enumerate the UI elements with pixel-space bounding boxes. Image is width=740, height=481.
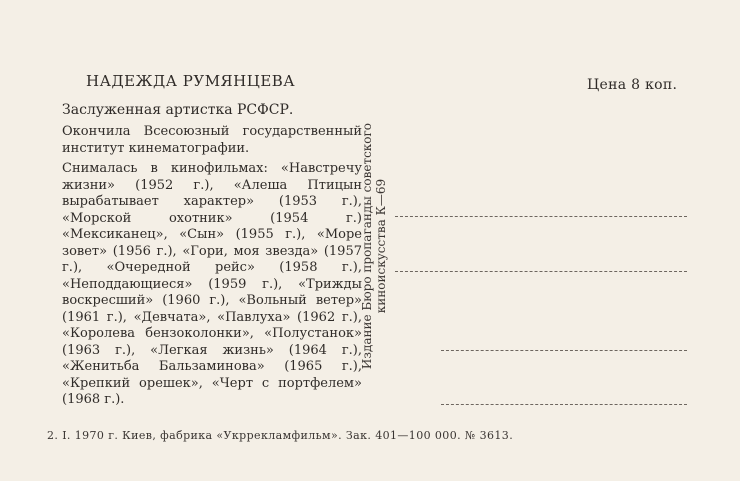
price-label: Цена 8 коп. (587, 77, 678, 93)
biography-block (62, 102, 362, 413)
publisher-imprint-vertical (360, 96, 392, 396)
honorary-title: Заслуженная артистка РСФСР. (62, 102, 294, 118)
address-line-4 (441, 404, 687, 405)
address-line-1 (395, 216, 687, 217)
publisher-line-1: Издание Бюро пропаганды советского (360, 122, 374, 370)
actress-name: НАДЕЖДА РУМЯНЦЕВА (86, 72, 296, 90)
education-paragraph: Окончила Всесоюзный государственный институт кинематографии. (62, 124, 362, 156)
publisher-line-2: киноискусства К—69 (374, 178, 388, 314)
address-line-2 (395, 271, 687, 272)
print-imprint: 2. I. 1970 г. Киев, фабрика «Укррекламфильм». Зак. 401—100 000. № 3613. (47, 429, 514, 442)
filmography-paragraph: Снималась в кинофильмах: «Навстречу жизни» (1952 г.), «Алеша Птицын вырабатывает характер» (1953 г.), «Морской охотник» (1954 г.) «Мексиканец», «Сын» (1955 г.), «Море зовет» (1956 г.), «Гори, моя звезда» (1957 г.), «Очередной рейс» (1958 г.), «Неподдающиеся» (1959 г.), «Трижды воскресший» (1960 г.), «Вольный ветер» (1961 г.), «Девчата», «Павлуха» (1962 г.), «Королева бензоколонки», «Полустанок» (1963 г.), «Легкая жизнь» (1964 г.), «Женитьба Бальзаминова» (1965 г.), «Крепкий орешек», «Черт с портфелем» (1968 г.). (62, 161, 362, 407)
address-line-3 (441, 350, 687, 351)
